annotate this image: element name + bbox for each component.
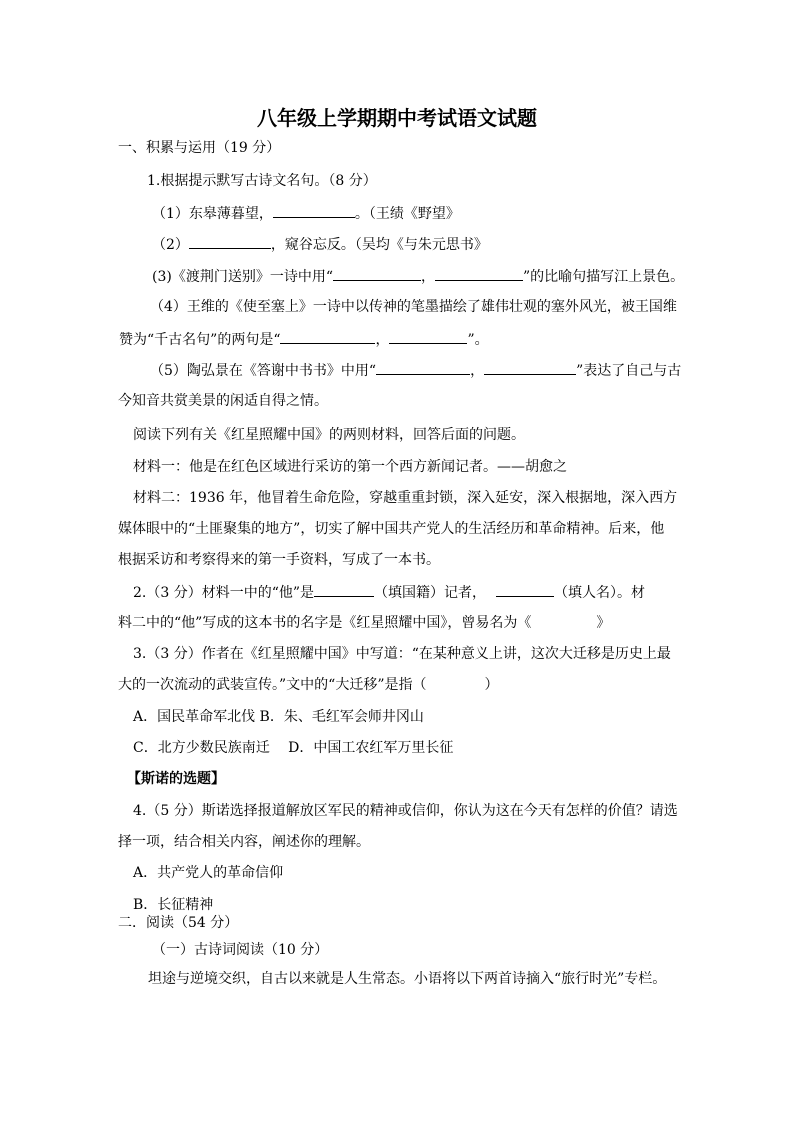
reading-intro: 阅读下列有关《红星照耀中国》的两则材料，回答后面的问题。: [133, 427, 525, 443]
q3-options-cd: C．北方少数民族南迁 D．中国工农红军万里长征: [133, 740, 454, 756]
q1-2-text-b: ，窥谷忘反。（吴均《与朱元思书》: [270, 237, 488, 253]
answer-blank[interactable]: [496, 583, 554, 597]
answer-blank[interactable]: [273, 204, 355, 218]
q2-text-d: 料二中的“他”写成的这本书的名字是《红星照耀中国》，曾易名为《: [118, 615, 532, 631]
section2-intro: 坦途与逆境交织，自古以来就是人生常态。小语将以下两首诗摘入“旅行时光”专栏。: [148, 971, 667, 987]
q2-text-b: （填国籍）记者，: [374, 585, 487, 601]
q2-line1: [133, 583, 645, 602]
q3-text-l2a: 大的一次流动的武装宣传。”文中的“大迁移”是指（: [118, 677, 427, 693]
snow-topic-heading: 【斯诺的选题】: [127, 771, 225, 787]
q1-1-text-a: （1）东皋薄暮望，: [152, 206, 273, 222]
q1-4-text-b: 赞为“千古名句”的两句是“: [119, 332, 281, 348]
material-2-line1: 材料二：1936 年，他冒着生命危险，穿越重重封锁，深入延安，深入根据地，深入西方: [133, 490, 678, 506]
q1-4-text-c: ，: [375, 332, 390, 348]
q2-line2: [118, 614, 610, 632]
q1-2-text-a: （2）: [152, 237, 189, 253]
q1-5-text-b: ，: [470, 363, 485, 379]
q1-item-3: [152, 267, 684, 286]
answer-blank[interactable]: [280, 330, 375, 344]
q1-5-text-a: （5）陶弘景在《答谢中书书》中用“: [150, 363, 377, 379]
q4-line2: 择一项，结合相关内容，阐述你的理解。: [118, 834, 370, 850]
q1-item-2: [152, 235, 488, 254]
q1-stem: 1.根据提示默写古诗文名句。（8 分）: [147, 173, 377, 189]
q1-5-text-c: ”表达了自己与古: [576, 363, 682, 379]
q3-options-ab: A．国民革命军北伐 B．朱、毛红军会师井冈山: [133, 709, 424, 725]
answer-blank[interactable]: [435, 267, 523, 281]
q1-3-text-b: ，: [421, 269, 435, 285]
material-1: 材料一：他是在红色区域进行采访的第一个西方新闻记者。——胡愈之: [133, 459, 567, 475]
q1-4-text-d: ”。: [467, 332, 489, 348]
section1-heading: 一、积累与运用（19 分）: [118, 140, 281, 156]
q2-text-c: （填人名）。材: [554, 585, 646, 601]
exam-title: 八年级上学期期中考试语文试题: [257, 106, 537, 130]
material-2-line2: 媒体眼中的“土匪聚集的地方”，切实了解中国共产党人的生活经历和革命精神。后来，他: [118, 521, 665, 537]
q2-text-e: 》: [596, 615, 611, 631]
answer-blank[interactable]: [484, 361, 576, 375]
q1-3-text-a: (3)《渡荆门送别》一诗中用“: [152, 269, 333, 285]
q3-text-l2b: ）: [484, 677, 499, 693]
q1-item-5-line2: 今知音共赏美景的闲适自得之情。: [118, 393, 328, 409]
answer-blank[interactable]: [189, 235, 271, 249]
answer-paren-space[interactable]: [426, 676, 484, 689]
q4-option-a: A．共产党人的革命信仰: [133, 865, 284, 881]
q1-item-5-line1: [150, 361, 681, 380]
q1-item-4-line1: （4）王维的《使至塞上》一诗中以传神的笔墨描绘了雄伟壮观的塞外风光，被王国维: [150, 299, 677, 315]
answer-blank[interactable]: [333, 267, 421, 281]
answer-blank[interactable]: [376, 361, 470, 375]
material-2-line3: 根据采访和考察得来的第一手资料，写成了一本书。: [118, 552, 440, 568]
section2-sub1: （一）古诗词阅读（10 分）: [152, 942, 329, 958]
q1-item-4-line2: [119, 330, 489, 349]
q4-line1: 4.（5 分）斯诺选择报道解放区军民的精神或信仰，你认为这在今天有怎样的价值？请选: [133, 803, 678, 819]
q1-item-1: [152, 204, 460, 223]
q3-line1: 3.（3 分）作者在《红星照耀中国》中写道：“在某种意义上讲，这次大迁移是历史上最: [133, 646, 671, 662]
section2-heading: 二．阅读（54 分）: [118, 915, 239, 931]
answer-blank[interactable]: [314, 583, 374, 597]
q1-1-text-b: 。（王绩《野望》: [354, 206, 460, 222]
q3-line2: [118, 676, 498, 694]
q4-option-b: B．长征精神: [133, 897, 214, 913]
q2-text-a: 2.（3 分）材料一中的“他”是: [133, 585, 315, 601]
q1-3-text-c: ”的比喻句描写江上景色。: [523, 269, 685, 285]
answer-blank[interactable]: [389, 330, 467, 344]
